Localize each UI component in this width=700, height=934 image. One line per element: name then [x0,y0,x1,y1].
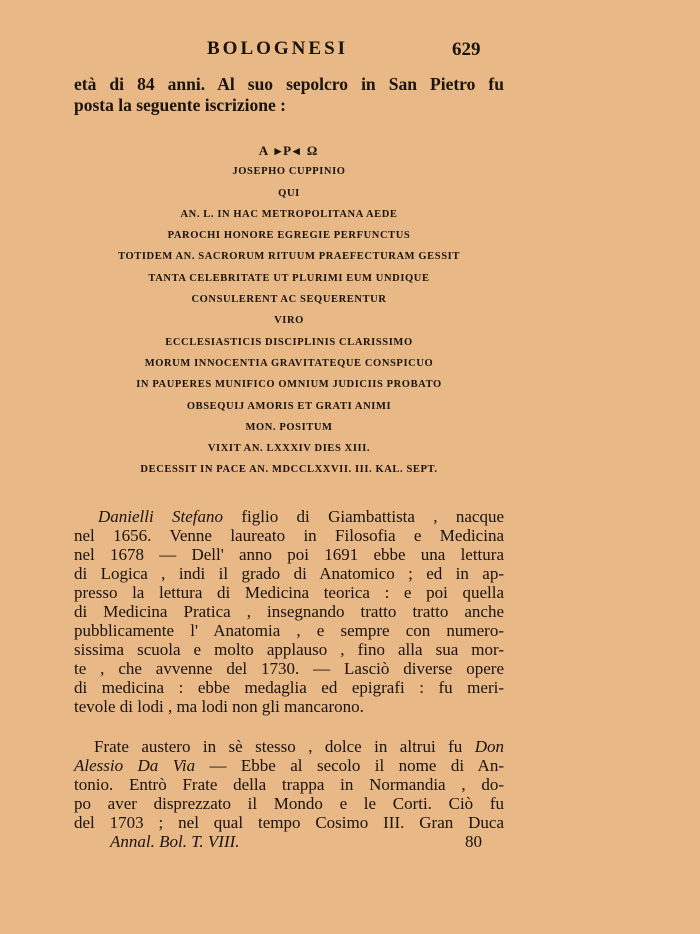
inscription-line: AN. L. IN HAC METROPOLITANA AEDE [180,208,398,220]
line-text: Frate austero in sè stesso , dolce in altrui fu [94,737,475,756]
inscription-line: VIXIT AN. LXXXIV DIES XIII. [207,443,371,455]
paragraph-line: tonio. Entrò Frate della trappa in Normandia , do- [74,775,504,794]
paragraph-line: nel 1656. Venne laureato in Filosofia e Medicina [74,526,504,545]
paragraph-line: del 1703 ; nel qual tempo Cosimo III. Gran Duca [74,813,504,832]
paragraph-line: sissima scuola e molto applauso , fino alla sua mor- [74,640,504,659]
inscription-line: TOTIDEM AN. SACRORUM RITUUM PRAEFECTURAM GESSIT [118,251,460,263]
paragraph-line: di Logica , indi il grado di Anatomico ; ed in ap- [74,564,504,583]
inscription-line: DECESSIT IN PACE AN. MDCCLXXVII. III. KAL. SEPT. [140,464,438,476]
paragraph-line [74,737,504,756]
inscription-line: MON. POSITUM [245,421,333,433]
inscription-line: ECCLESIASTICIS DISCIPLINIS CLARISSIMO [165,336,413,348]
inscription-line: TANTA CELEBRITATE UT PLURIMI EUM UNDIQUE [148,272,430,284]
inscription-line: PAROCHI HONORE EGREGIE PERFUNCTUS [167,230,411,242]
inscription-line: JOSEPHO CUPPINIO [232,166,346,178]
inscription-line: MORUM INNOCENTIA GRAVITATEQUE CONSPICUO [144,357,434,369]
running-title: BOLOGNESI [207,38,349,59]
line-text: — Ebbe al secolo il nome di An- [195,756,504,775]
page-number: 629 [452,39,481,60]
paragraph-line: po aver disprezzato il Mondo e le Corti. Ciò fu [74,794,504,813]
paragraph-line [74,507,504,526]
paragraph-line: di Medicina Pratica , insegnando tratto tratto anche [74,602,504,621]
inscription-line: IN PAUPERES MUNIFICO OMNIUM JUDICIIS PROBATO [136,379,442,391]
printer-signature: Annal. Bol. T. VIII. [110,832,240,851]
page-footer [0,832,700,854]
paragraph-line: nel 1678 — Dell' anno poi 1691 ebbe una lettura [74,545,504,564]
paragraph-line: presso la lettura di Medicina teorica : e poi quella [74,583,504,602]
person-name: Don [474,737,504,756]
paragraph-line: tevole di lodi , ma lodi non gli mancarono. [74,697,364,716]
epitaph-inscription [74,140,504,481]
signature-number: 80 [465,832,482,851]
inscription-line: CONSULERENT AC SEQUERENTUR [191,294,387,306]
inscription-line: VIRO [274,315,304,327]
entry-danielli [74,507,504,716]
inscription-line: OBSEQUIJ AMORIS ET GRATI ANIMI [186,400,392,412]
inscription-line: QUI [278,187,300,199]
paragraph-line [74,756,504,775]
intro-line: età di 84 anni. Al suo sepolcro in San Pietro fu [74,74,504,94]
person-name: Danielli Stefano [98,507,224,526]
entry-da-via [74,737,504,832]
intro-line: posta la seguente iscrizione : [74,95,286,115]
page-header [0,38,700,64]
person-name: Alessio Da Via [74,756,196,775]
line-text: figlio di Giambattista , nacque [223,507,504,526]
paragraph-line: di medicina : ebbe medaglia ed epigrafi : fu meri- [74,678,504,697]
inscription-line: A ▸P◂ Ω [258,143,320,158]
paragraph-line: te , che avvenne del 1730. — Lasciò diverse opere [74,659,504,678]
paragraph-line: pubblicamente l' Anatomia , e sempre con numero- [74,621,504,640]
